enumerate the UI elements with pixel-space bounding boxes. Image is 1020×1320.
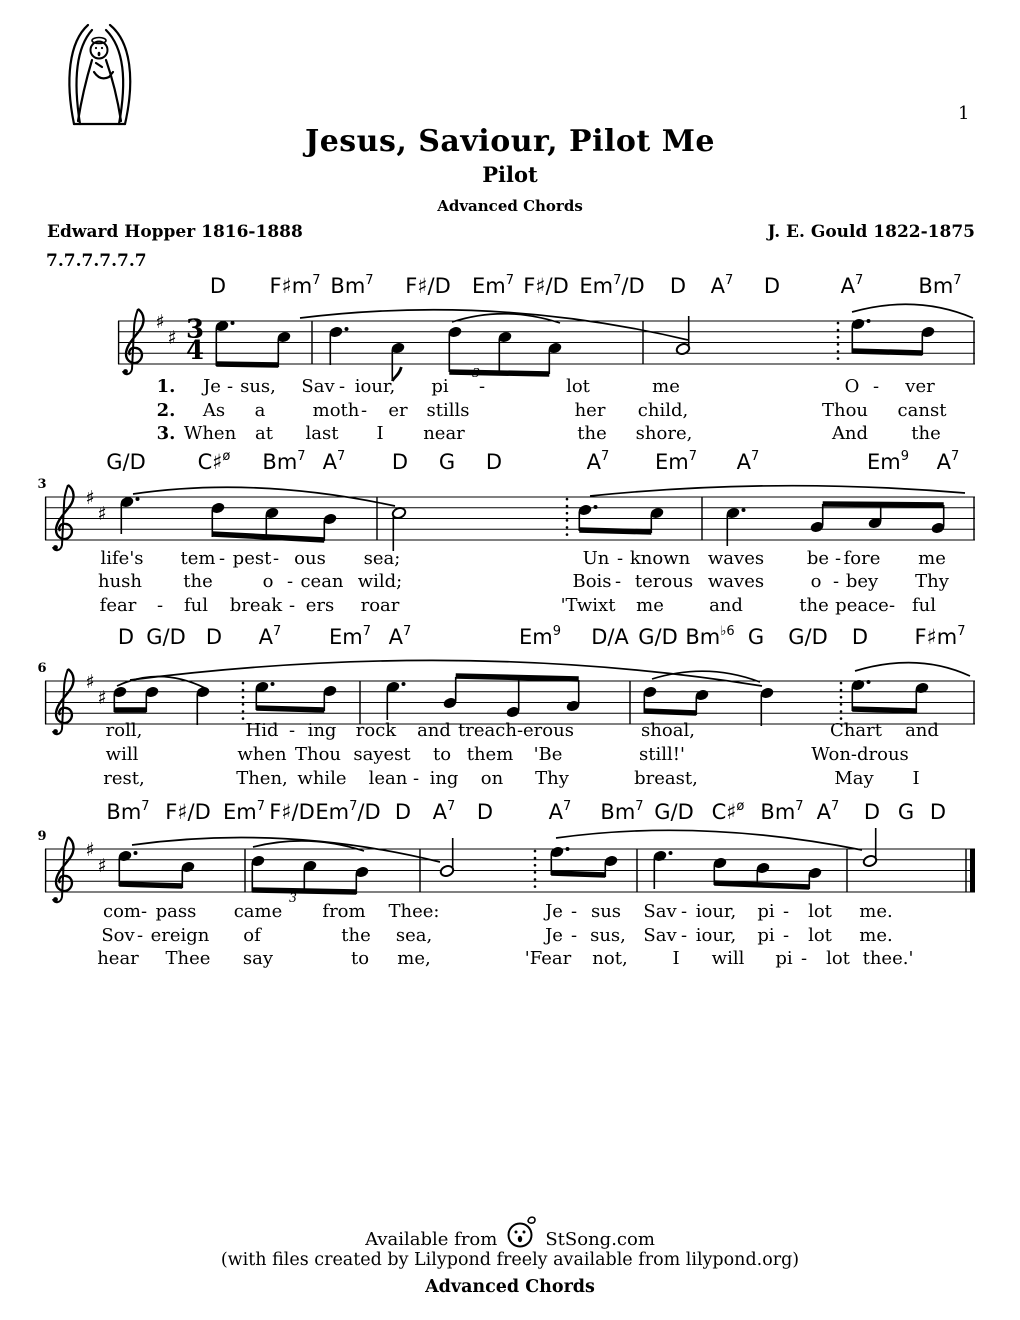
lyric-syllable: lot: [826, 948, 850, 969]
lyric-syllable: stills: [426, 400, 470, 421]
chord-symbol: $A^7$: [840, 273, 864, 298]
chord-symbol: D: [669, 274, 687, 298]
lyric-syllable: Thou: [821, 400, 869, 421]
chord-symbol: F♯/D: [165, 800, 211, 824]
lyric-syllable: -: [226, 376, 234, 397]
lyric-syllable: -: [616, 548, 624, 569]
lyric-syllable: Sav: [643, 901, 677, 922]
lyric-syllable: lean: [368, 768, 408, 789]
lyric-syllable: lot: [808, 901, 832, 922]
lyric-syllable: fear: [99, 595, 137, 616]
chord-symbol: F♯/D: [523, 274, 569, 298]
lyric-syllable: com: [103, 901, 141, 922]
lyric-syllable: May: [834, 768, 874, 789]
lyric-syllable: hear: [97, 948, 139, 969]
chord-symbol: Em$^7$: [471, 273, 515, 298]
lyric-syllable: sus,: [240, 376, 276, 397]
lyric-syllable: lot: [808, 925, 832, 946]
lyric-syllable: pi: [431, 376, 449, 397]
lyric-syllable: Je: [203, 376, 221, 397]
chord-symbol: G/D: [146, 625, 186, 649]
lyric-syllable: on: [480, 768, 504, 789]
lyric-syllable: -: [218, 548, 226, 569]
lyric-syllable: came: [233, 901, 283, 922]
lyric-syllable: lot: [566, 376, 590, 397]
lyric-syllable: ver: [905, 376, 935, 397]
lyric-syllable: -: [140, 901, 148, 922]
lyric-syllable: terous: [634, 571, 694, 592]
lyric-syllable: known: [629, 548, 691, 569]
chord-symbol: F♯/D: [405, 274, 451, 298]
chord-symbol: G: [438, 450, 456, 474]
notation-glyph: ♯: [167, 327, 177, 349]
page-title: Jesus, Saviour, Pilot Me: [305, 124, 715, 159]
lyric-syllable: -: [288, 720, 296, 741]
lyric-syllable: When: [183, 423, 237, 444]
lyric-syllable: her: [574, 400, 606, 421]
lyric-syllable: life's: [100, 548, 144, 569]
lyric-syllable: -: [782, 925, 790, 946]
lyric-syllable: -: [800, 948, 808, 969]
lyric-syllable: ing: [307, 720, 337, 741]
lyric-syllable: cean: [300, 571, 344, 592]
lyric-syllable: -: [570, 901, 578, 922]
lyric-syllable: bey: [845, 571, 879, 592]
chord-symbol: $A^7$: [548, 799, 572, 824]
tune-name: Pilot: [482, 162, 538, 187]
lyric-syllable: last: [305, 423, 339, 444]
lyric-syllable: Thy: [535, 768, 569, 789]
lyric-syllable: will: [105, 744, 139, 765]
footer-availability: [0, 1212, 1020, 1250]
lyric-syllable: As: [202, 400, 226, 421]
lyric-syllable: the: [911, 423, 941, 444]
lyric-syllable: Je: [545, 901, 563, 922]
lyric-syllable: I: [672, 948, 680, 969]
lyric-syllable: shoal,: [641, 720, 695, 741]
chord-symbol: G/D: [788, 625, 828, 649]
lyric-syllable: -: [888, 595, 896, 616]
lyric-syllable: pi: [757, 925, 775, 946]
lyric-syllable: Thee: [165, 948, 211, 969]
lyric-syllable: -: [872, 376, 880, 397]
chord-symbol: $F♯m^7$: [269, 273, 321, 298]
notation-glyph: 9: [37, 829, 47, 844]
lyric-syllable: ful: [183, 595, 209, 616]
chord-symbol: $A^7$: [710, 273, 734, 298]
lyric-syllable: to: [350, 948, 370, 969]
lyric-syllable: 'Fear: [524, 948, 572, 969]
lyric-syllable: breast,: [634, 768, 698, 789]
chord-symbol: D: [763, 274, 781, 298]
lyric-syllable: Thou: [294, 744, 342, 765]
lyric-syllable: 3.: [156, 423, 176, 444]
arrangement-style: Advanced Chords: [437, 197, 583, 215]
lyric-syllable: -: [272, 548, 280, 569]
lyric-syllable: I: [376, 423, 384, 444]
lyric-syllable: -: [680, 901, 688, 922]
chord-symbol: Em$^7$/D: [315, 799, 381, 824]
chord-symbol: D: [391, 450, 409, 474]
lyric-syllable: -: [338, 376, 346, 397]
lyric-syllable: I: [912, 768, 920, 789]
lyric-syllable: Chart: [830, 720, 882, 741]
footer-style-label: Advanced Chords: [425, 1277, 595, 1297]
lyric-syllable: while: [297, 768, 347, 789]
lyric-syllable: a: [254, 400, 266, 421]
lyric-syllable: when: [237, 744, 287, 765]
lyric-syllable: Thy: [915, 571, 949, 592]
chord-symbol: $F♯m^7$: [914, 624, 966, 649]
lyric-syllable: pest: [232, 548, 272, 569]
chord-symbol: Bm$^7$: [262, 449, 306, 474]
lyric-syllable: o: [262, 571, 274, 592]
chord-symbol: C♯$^ø$: [711, 799, 745, 824]
notation-glyph: 3: [185, 314, 205, 345]
lyric-syllable: sus,: [590, 925, 626, 946]
lyric-syllable: -: [832, 571, 840, 592]
lyric-syllable: rock: [355, 720, 397, 741]
notation-glyph: ♯: [97, 855, 107, 877]
lyric-syllable: rest,: [103, 768, 145, 789]
footer-available-from: Available from: [365, 1229, 498, 1250]
chord-symbol: Bm$^7$: [760, 799, 804, 824]
lyric-syllable: of: [243, 925, 261, 946]
footer-site-link[interactable]: StSong.com: [545, 1229, 655, 1250]
chord-symbol: Bm$^7$: [330, 273, 374, 298]
lyric-syllable: And: [831, 423, 869, 444]
lyric-syllable: tem: [180, 548, 216, 569]
poet-credit: Edward Hopper 1816-1888: [47, 222, 303, 242]
notation-glyph: ♯: [97, 503, 107, 525]
lyric-syllable: -: [136, 925, 144, 946]
lyric-syllable: will: [711, 948, 745, 969]
chord-symbol: D: [394, 800, 412, 824]
lyric-syllable: ous: [294, 548, 326, 569]
chord-symbol: Em$^9$: [518, 624, 562, 649]
chord-symbol: Em$^7$: [222, 799, 266, 824]
chord-symbol: Bm$^7$: [918, 273, 962, 298]
lyric-syllable: o: [810, 571, 822, 592]
notation-glyph: 4: [185, 336, 205, 366]
lyric-syllable: them: [466, 744, 514, 765]
chord-symbol: G/D: [654, 800, 694, 824]
chord-symbol: G/D: [638, 625, 678, 649]
lyric-syllable: Bois: [572, 571, 612, 592]
lyric-syllable: -: [288, 595, 296, 616]
lyric-syllable: sea;: [363, 548, 401, 569]
chord-symbol: F♯/D: [269, 800, 315, 824]
chord-symbol: D: [929, 800, 947, 824]
lyric-syllable: the: [183, 571, 213, 592]
chord-symbol: Em$^9$: [866, 449, 910, 474]
chord-symbol: D: [209, 274, 227, 298]
lyric-syllable: ers: [305, 595, 335, 616]
chord-symbol: D: [476, 800, 494, 824]
lyric-syllable: -: [360, 400, 368, 421]
chord-symbol: Bm$^7$: [600, 799, 644, 824]
lyric-syllable: ful: [911, 595, 937, 616]
chord-symbol: Em$^7$/D: [579, 273, 645, 298]
lyric-syllable: child,: [637, 400, 689, 421]
chord-symbol: $A^7$: [258, 624, 282, 649]
lyric-syllable: and: [417, 720, 451, 741]
lyric-syllable: Hid: [245, 720, 279, 741]
lyric-syllable: and: [905, 720, 939, 741]
lyric-syllable: Thee:: [388, 901, 440, 922]
lyric-syllable: say: [242, 948, 274, 969]
lyric-syllable: the: [577, 423, 607, 444]
lyric-syllable: be: [806, 548, 830, 569]
chord-symbol: $A^7$: [322, 449, 346, 474]
chord-symbol: G: [747, 625, 765, 649]
notation-glyph: 3: [289, 890, 297, 905]
chord-symbol: $A^7$: [736, 449, 760, 474]
page-number: 1: [958, 103, 970, 124]
notation-glyph: 6: [37, 661, 47, 676]
lyric-syllable: -: [286, 571, 294, 592]
lyric-syllable: sus: [590, 901, 622, 922]
lyric-syllable: 'Be: [533, 744, 563, 765]
chord-symbol: $A^7$: [388, 624, 412, 649]
lyric-syllable: waves: [707, 548, 765, 569]
lyric-syllable: Un: [582, 548, 610, 569]
lyric-syllable: -: [680, 925, 688, 946]
lyric-syllable: pass: [155, 901, 197, 922]
notation-glyph: 3: [37, 477, 47, 492]
lyric-syllable: ing: [429, 768, 459, 789]
lyric-syllable: -: [156, 595, 164, 616]
lyric-syllable: -: [570, 925, 578, 946]
chord-symbol: $A^7$: [816, 799, 840, 824]
lyric-syllable: thee.': [862, 948, 914, 969]
lyric-syllable: 2.: [156, 400, 176, 421]
hymn-meter: 7.7.7.7.7.7: [46, 251, 147, 271]
lyric-syllable: Je: [545, 925, 563, 946]
notation-glyph: ♯: [85, 671, 95, 693]
lyric-syllable: me,: [397, 948, 431, 969]
chord-symbol: Em$^7$: [654, 449, 698, 474]
lyric-syllable: 'Twixt: [560, 595, 616, 616]
lyric-syllable: me: [636, 595, 664, 616]
lyric-syllable: hush: [97, 571, 143, 592]
chord-symbol: $A^7$: [586, 449, 610, 474]
chord-symbol: D/A: [591, 625, 629, 649]
chord-symbol: Bm$^7$: [106, 799, 150, 824]
lyric-syllable: peace: [835, 595, 889, 616]
lyric-syllable: break: [229, 595, 283, 616]
lyric-syllable: er: [388, 400, 408, 421]
lyric-syllable: Sov: [101, 925, 135, 946]
composer-credit: J. E. Gould 1822-1875: [767, 222, 975, 242]
lyric-syllable: pi: [775, 948, 793, 969]
lyric-syllable: not,: [592, 948, 628, 969]
lyric-syllable: -: [614, 571, 622, 592]
chord-symbol: G/D: [106, 450, 146, 474]
notation-glyph: ♯: [155, 311, 165, 333]
chord-symbol: $A^7$: [936, 449, 960, 474]
footer-lilypond-note: (with files created by Lilypond freely available from lilypond.org): [220, 1250, 800, 1270]
lyric-syllable: O: [844, 376, 860, 397]
lyric-syllable: Sav: [643, 925, 677, 946]
lyric-syllable: iour,: [695, 925, 737, 946]
lyric-syllable: roar: [360, 595, 400, 616]
lyric-syllable: me: [652, 376, 680, 397]
lyric-syllable: fore: [843, 548, 881, 569]
lyric-syllable: and: [709, 595, 743, 616]
lyric-syllable: canst: [897, 400, 947, 421]
lyric-syllable: Then,: [236, 768, 288, 789]
lyric-syllable: near: [423, 423, 465, 444]
notation-glyph: 3: [472, 365, 480, 380]
lyric-syllable: from: [322, 901, 366, 922]
lyric-syllable: -: [782, 901, 790, 922]
lyric-syllable: still!': [639, 744, 685, 765]
lyric-syllable: shore,: [635, 423, 693, 444]
lyric-syllable: roll,: [105, 720, 143, 741]
lyric-syllable: the: [799, 595, 829, 616]
chord-symbol: G: [897, 800, 915, 824]
lyric-syllable: moth: [312, 400, 360, 421]
chord-symbol: D: [863, 800, 881, 824]
lyric-syllable: wild;: [357, 571, 403, 592]
lyric-syllable: -: [834, 548, 842, 569]
lyric-syllable: -: [478, 376, 486, 397]
lyric-syllable: treach-erous: [458, 720, 574, 741]
chord-symbol: D: [205, 625, 223, 649]
lyric-syllable: the: [341, 925, 371, 946]
chord-symbol: $Bm^{♭6}$: [685, 624, 735, 649]
lyric-syllable: to: [432, 744, 452, 765]
lyric-syllable: Sav: [301, 376, 335, 397]
lyric-syllable: sea,: [395, 925, 433, 946]
notation-glyph: ♯: [85, 839, 95, 861]
lyric-syllable: -: [412, 768, 420, 789]
lyric-syllable: 1.: [156, 376, 176, 397]
lyric-syllable: waves: [707, 571, 765, 592]
notation-glyph: ♯: [85, 487, 95, 509]
chord-symbol: D: [485, 450, 503, 474]
notation-glyph: ♯: [97, 687, 107, 709]
lyric-syllable: me.: [859, 901, 893, 922]
lyric-syllable: iour,: [354, 376, 396, 397]
lyric-syllable: me: [918, 548, 946, 569]
lyric-syllable: me.: [859, 925, 893, 946]
chord-symbol: D: [117, 625, 135, 649]
lyric-syllable: sayest: [353, 744, 411, 765]
chord-symbol: C♯$^ø$: [197, 449, 231, 474]
lyric-syllable: iour,: [695, 901, 737, 922]
chord-symbol: Em$^7$: [328, 624, 372, 649]
lyric-syllable: at: [255, 423, 273, 444]
lyric-syllable: pi: [757, 901, 775, 922]
lyric-syllable: Won-drous: [811, 744, 909, 765]
chord-symbol: $A^7$: [432, 799, 456, 824]
chord-symbol: D: [851, 625, 869, 649]
lyric-syllable: ereign: [150, 925, 210, 946]
stsong-face-icon: [504, 1212, 538, 1250]
